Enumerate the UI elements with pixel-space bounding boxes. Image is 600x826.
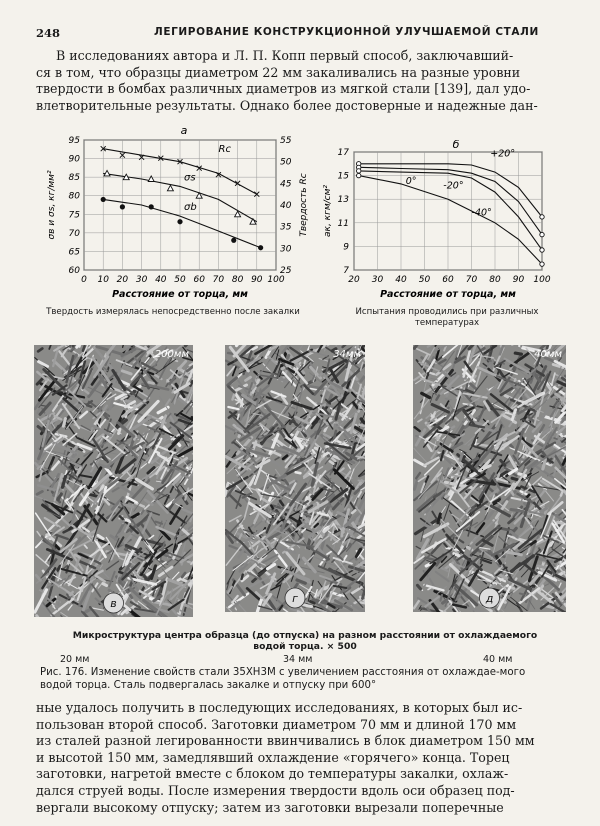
x-tick-label: 60 [193,275,205,285]
data-point-dot [231,238,236,243]
x-tick-label: 30 [135,275,148,285]
series-start-point [357,173,361,177]
x-tick-label: 40 [155,275,167,285]
chart-hardness-strength [30,124,320,310]
y-left-tick-label: 75 [68,210,80,221]
x-tick-label: 10 [97,275,109,285]
x-tick-label: 70 [212,275,225,285]
text-line: В исследованиях автора и Л. П. Копп первый способ, заключавший- [56,48,514,63]
data-point-triangle [250,219,256,225]
chart-impact-toughness [318,140,580,310]
text-line: дался струей воды. После измерения твердости вдоль оси образец под- [36,782,515,798]
series-end-point [540,248,544,252]
micrograph-letter: г [292,592,298,605]
y-left-tick-label: 65 [68,247,80,258]
x-axis-label: Расстояние от торца, мм [380,289,516,300]
x-tick-label: 20 [116,275,129,285]
text-line: из сталей разной легированности ввинчивались в блок диаметром 150 мм [36,733,535,749]
distance-label-g: 34 мм [283,654,313,665]
series-label: +20° [490,148,516,160]
figure-caption: Рис. 176. Изменение свойств стали 35ХН3М с увеличением расстояния от охлаждае-мого водой торца. Сталь подвергалась закалке и отпуску при 600° [40,667,526,691]
x-axis-label: Расстояние от торца, мм [112,289,248,300]
micrograph-g [225,345,365,612]
data-point-dot [120,204,125,209]
y-left-tick-label: 90 [68,154,80,165]
y-right-tick-label: 50 [280,157,292,168]
series-label: σs [184,172,196,184]
text-line: и высотой 150 мм, замедлявший охлаждение «горячего» конца. Торец [36,749,510,765]
x-tick-label: 60 [442,275,454,285]
text-line: пользован второй способ. Заготовки диаметром 70 мм и длиной 170 мм [36,716,517,732]
y-right-axis-label: Твердость Rc [299,173,309,237]
y-left-tick-label: 95 [68,136,80,146]
micrograph-scale-label: 200мм [154,349,189,360]
x-tick-label: 30 [371,275,384,285]
y-right-tick-label: 45 [280,179,292,190]
micrograph-caption: Микроструктура центра образца (до отпуска) на разном расстоянии от охлаждаемого водой торца. × 500 [72,630,538,652]
series-label: 0° [405,175,417,187]
y-tick-label: 17 [337,148,349,158]
x-tick-label: 0 [81,275,87,285]
y-left-tick-label: 60 [68,266,80,276]
data-point-triangle [167,185,173,191]
y-tick-label: 7 [343,266,349,276]
series-line-3 [103,199,260,247]
x-tick-label: 80 [231,275,244,285]
page-number: 248 [36,26,61,40]
y-right-tick-label: 55 [280,136,292,146]
x-tick-label: 20 [348,275,360,285]
text-line: ся в том, что образцы диаметром 22 мм закаливались на разные уровни [36,64,521,80]
y-tick-label: 11 [337,218,349,229]
series-end-point [540,215,544,219]
x-tick-label: 50 [174,275,186,285]
data-point-dot [101,197,106,202]
micrograph-d [413,345,566,612]
series-label: Rc [218,144,232,156]
y-tick-label: 9 [343,242,349,253]
series-label: -20° [443,180,464,192]
running-title: ЛЕГИРОВАНИЕ КОНСТРУКЦИОННОЙ УЛУЧШАЕМОЙ СТАЛИ [154,26,539,38]
distance-label-d: 40 мм [483,654,513,665]
y-tick-label: 13 [337,195,349,206]
micrograph-scale-label: 34мм [333,349,361,360]
x-tick-label: 100 [533,275,551,285]
x-tick-label: 90 [251,275,263,285]
y-axis-label: aк, кгм/см² [323,184,333,238]
series-start-point [357,169,361,173]
text-line: заготовки, нагретой вместе с блоком до температуры закалки, охлаж- [36,766,509,782]
y-tick-label: 15 [337,171,349,182]
text-line: вергали высокому отпуску; затем из заготовки вырезали поперечные [36,799,504,815]
micrograph-letter: д [485,592,494,605]
y-right-tick-label: 40 [280,201,292,211]
y-left-tick-label: 85 [68,173,80,184]
y-right-tick-label: 35 [280,222,292,233]
text-line: ные удалось получить в последующих исследованиях, в которых был ис- [36,700,523,715]
body-paragraph [36,700,566,816]
distance-label-v: 20 мм [60,654,90,665]
data-point-dot [149,204,154,209]
x-tick-label: 100 [267,275,285,285]
micrograph-scale-label: 40мм [534,349,562,360]
text-line: твердости в бомбах различных диаметров из мягкой стали [139], дал удо- [36,81,531,97]
y-right-tick-label: 30 [280,244,292,255]
series-end-point [540,232,544,236]
micrograph-letter: в [110,597,117,610]
series-end-point [540,262,544,266]
chart-b-caption: Испытания проводились при различных температурах [355,307,539,328]
chart-a-caption: Твердость измерялась непосредственно после закалки [46,307,300,317]
panel-label: а [180,124,188,137]
micrograph-v [34,345,193,617]
intro-paragraph [36,48,566,114]
text-line: влетворительные результаты. Однако более достоверные и надежные дан- [36,97,538,113]
data-point-dot [258,245,263,250]
data-point-triangle [148,176,154,182]
y-left-tick-label: 70 [68,228,80,239]
y-left-axis-label: σв и σs, кг/мм² [47,170,57,240]
x-tick-label: 40 [395,275,407,285]
series-label: -40° [471,207,492,219]
series-label: σb [184,202,197,214]
x-tick-label: 90 [512,275,525,285]
y-right-tick-label: 25 [280,266,292,276]
data-point-dot [177,219,182,224]
x-tick-label: 50 [418,275,431,285]
x-tick-label: 70 [465,275,478,285]
panel-label: б [452,140,460,151]
x-tick-label: 80 [489,275,501,285]
y-left-tick-label: 80 [68,191,80,202]
